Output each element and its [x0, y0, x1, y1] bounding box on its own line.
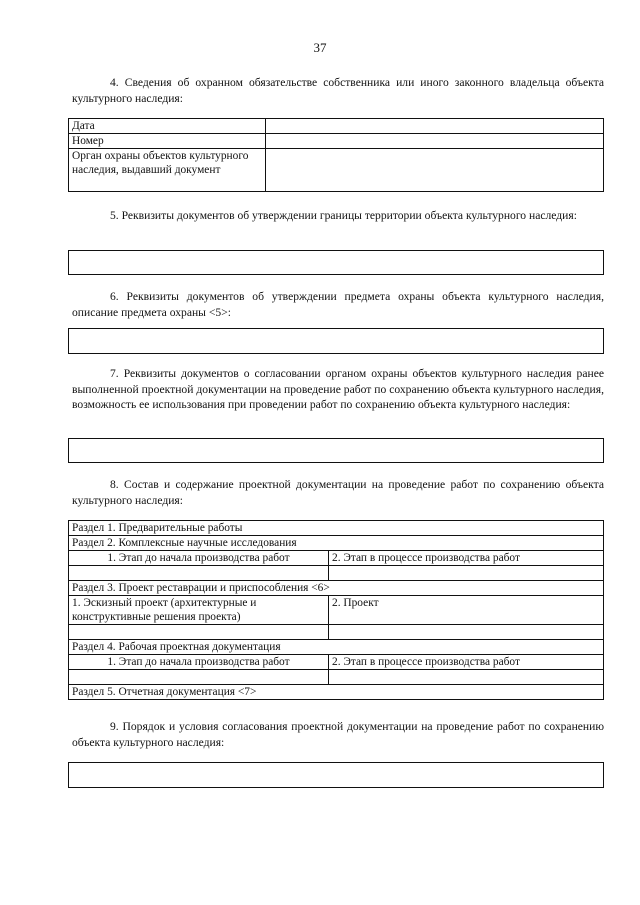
- razdel-3: Раздел 3. Проект реставрации и приспособления <6>: [69, 581, 604, 596]
- razdel-3-empty-right: [329, 625, 604, 640]
- razdel-4: Раздел 4. Рабочая проектная документация: [69, 640, 604, 655]
- date-label: Дата: [69, 119, 266, 134]
- section-7-heading: 7. Реквизиты документов о согласовании органом охраны объектов культурного наследия ранее выполненной проектной документации на проведение работ по сохранению объекта культурного наследия, возможность ее использования при проведении работ по сохранению объекта культурного наследия:: [72, 367, 604, 411]
- section-4-heading: 4. Сведения об охранном обязательстве собственника или иного законного владельца объекта культурного наследия:: [72, 76, 604, 105]
- section-9-heading: 9. Порядок и условия согласования проектной документации на проведение работ по сохранению объекта культурного наследия:: [72, 720, 604, 749]
- razdel-4-empty-right: [329, 670, 604, 685]
- razdel-3-empty-left: [69, 625, 329, 640]
- razdel-1: Раздел 1. Предварительные работы: [69, 521, 604, 536]
- number-label: Номер: [69, 134, 266, 149]
- razdel-5: Раздел 5. Отчетная документация <7>: [69, 685, 604, 700]
- section-5-box: [68, 250, 604, 275]
- razdel-3-project: 2. Проект: [329, 596, 604, 625]
- razdel-4-stage-1: 1. Этап до начала производства работ: [69, 655, 329, 670]
- section-4-table: [68, 118, 604, 192]
- section-8-heading: 8. Состав и содержание проектной документации на проведение работ по сохранению объекта культурного наследия:: [72, 478, 604, 507]
- razdel-2: Раздел 2. Комплексные научные исследования: [69, 536, 604, 551]
- section-6-heading: 6. Реквизиты документов об утверждении предмета охраны объекта культурного наследия, описание предмета охраны <5>:: [72, 290, 604, 319]
- authority-value: [266, 149, 604, 192]
- section-5-heading: 5. Реквизиты документов об утверждении границы территории объекта культурного наследия:: [110, 209, 577, 222]
- razdel-4-stage-2: 2. Этап в процессе производства работ: [329, 655, 604, 670]
- authority-label: Орган охраны объектов культурного наследия, выдавший документ: [69, 149, 266, 192]
- section-9-box: [68, 762, 604, 788]
- section-8-table: [68, 520, 604, 700]
- razdel-4-empty-left: [69, 670, 329, 685]
- section-6-box: [68, 328, 604, 354]
- razdel-2-empty-left: [69, 566, 329, 581]
- page-number: 37: [313, 40, 327, 55]
- razdel-3-sketch: 1. Эскизный проект (архитектурные и конструктивные решения проекта): [69, 596, 329, 625]
- razdel-2-empty-right: [329, 566, 604, 581]
- number-value: [266, 134, 604, 149]
- razdel-2-stage-1: 1. Этап до начала производства работ: [69, 551, 329, 566]
- date-value: [266, 119, 604, 134]
- razdel-2-stage-2: 2. Этап в процессе производства работ: [329, 551, 604, 566]
- section-7-box: [68, 438, 604, 463]
